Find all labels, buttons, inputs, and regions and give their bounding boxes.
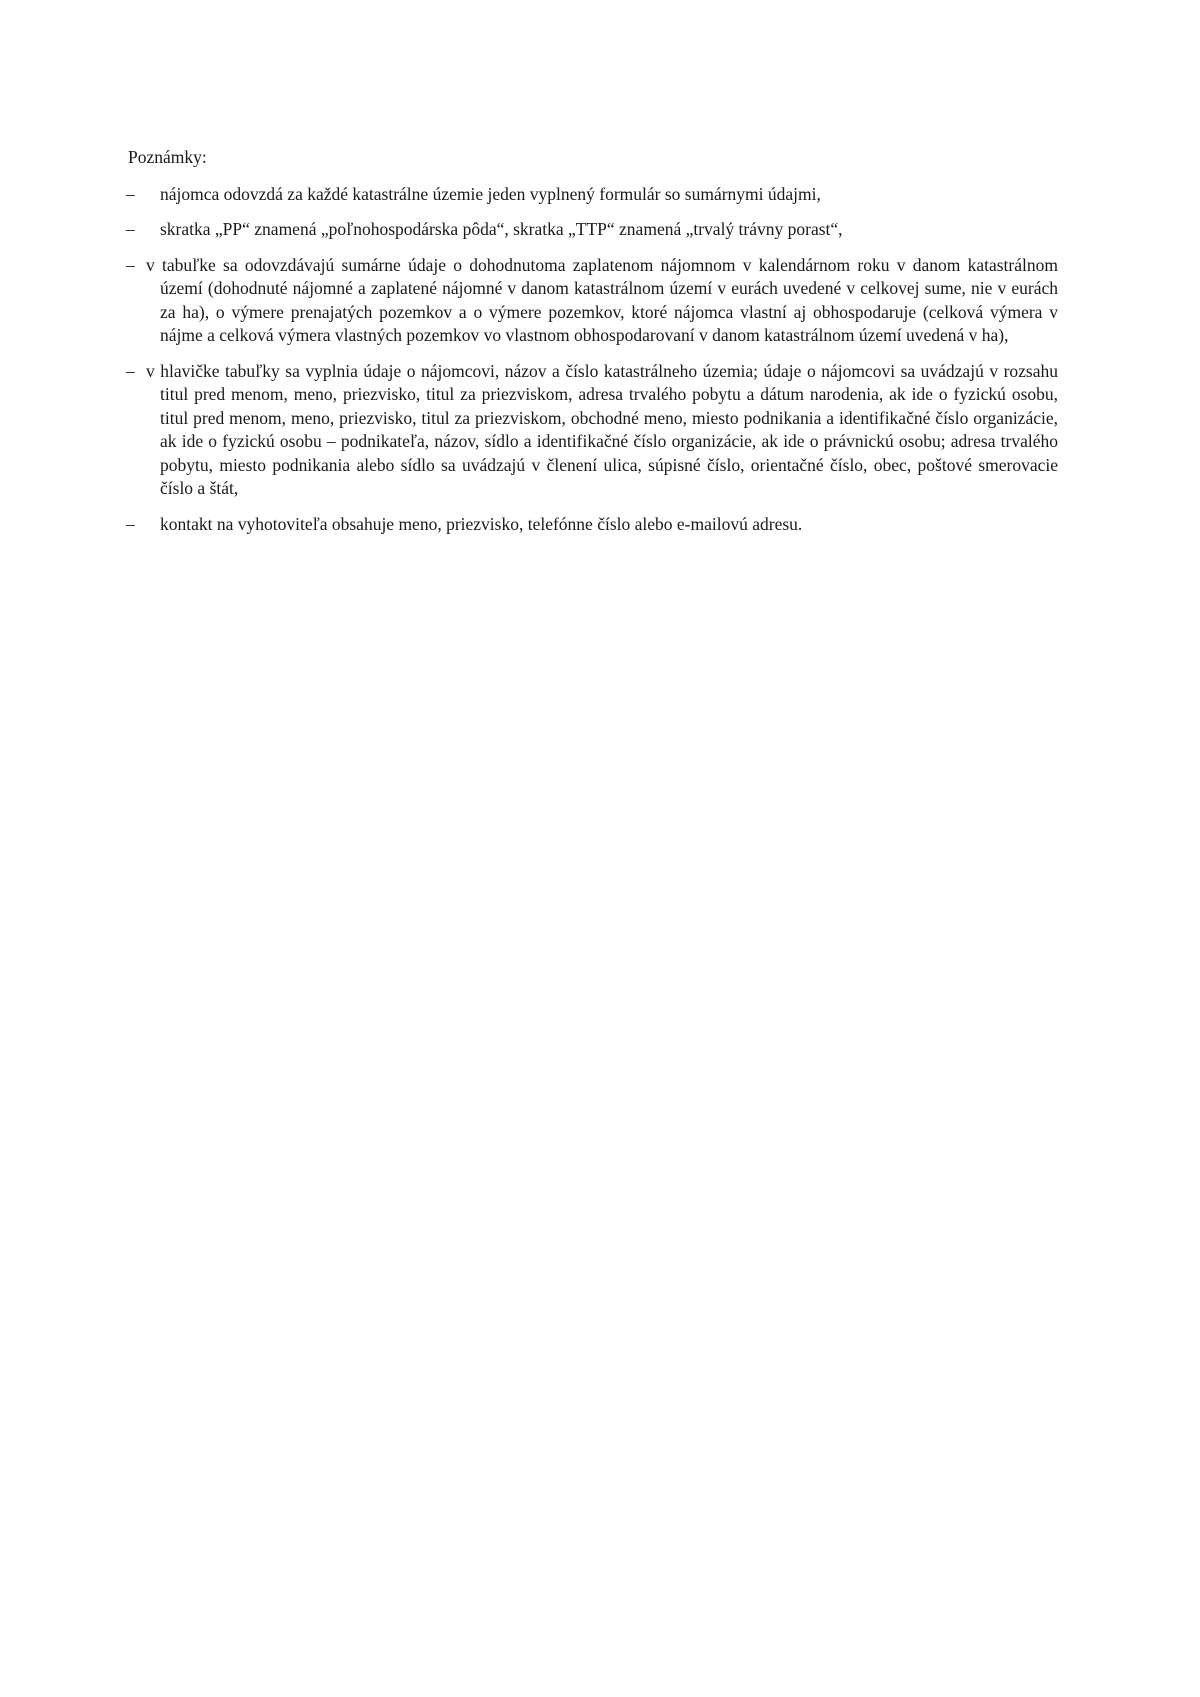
dash-bullet: – [126,513,135,534]
note-item [126,254,1058,348]
note-item [126,513,1058,537]
dash-bullet: – [126,219,135,239]
dash-bullet: – [126,254,135,275]
note-item [126,218,1058,242]
notes-section [126,146,1058,548]
note-text: v hlavičke tabuľky sa vyplnia údaje o nájomcovi, názov a číslo katastrálneho územia; údaje o nájomcovi sa uvádzajú v rozsahu titul pred menom, meno, priezvisko, titul za priezviskom, adresa trvalého pobytu a dátum narodenia, ak ide o fyzickú osobu, titul pred menom, meno, priezvisko, titul za priezviskom, obchodné meno, miesto podnikania a identifikačné číslo organizácie, ak ide o fyzickú osobu – podnikateľa, názov, sídlo a identifikačné číslo organizácie, ak ide o právnickú osobu; adresa trvalého pobytu, miesto podnikania alebo sídlo sa uvádzajú v členení ulica, súpisné číslo, orientačné číslo, obec, poštové smerovacie číslo a štát, [146,360,1058,498]
dash-bullet: – [126,183,135,204]
note-item [126,360,1058,501]
note-text: nájomca odovzdá za každé katastrálne územie jeden vyplnený formulár so sumárnymi údajmi, [160,183,821,204]
note-item [126,183,1058,207]
notes-heading: Poznámky: [128,147,207,167]
note-text: skratka „PP“ znamená „poľnohospodárska pôda“, skratka „TTP“ znamená „trvalý trávny porast“, [160,219,843,239]
note-text: kontakt na vyhotoviteľa obsahuje meno, priezvisko, telefónne číslo alebo e-mailovú adresu. [160,513,803,534]
note-text: v tabuľke sa odovzdávajú sumárne údaje o dohodnutoma zaplatenom nájomnom v kalendárnom roku v danom katastrálnom území (dohodnuté nájomné a zaplatené nájomné v danom katastrálnom území v eurách uvedené v celkovej sume, nie v eurách za ha), o výmere prenajatých pozemkov a o výmere pozemkov, ktoré nájomca vlastní aj obhospodaruje (celková výmera v nájme a celková výmera vlastných pozemkov vo vlastnom obhospodarovaní v danom katastrálnom území uvedená v ha), [146,254,1058,345]
dash-bullet: – [126,360,135,381]
